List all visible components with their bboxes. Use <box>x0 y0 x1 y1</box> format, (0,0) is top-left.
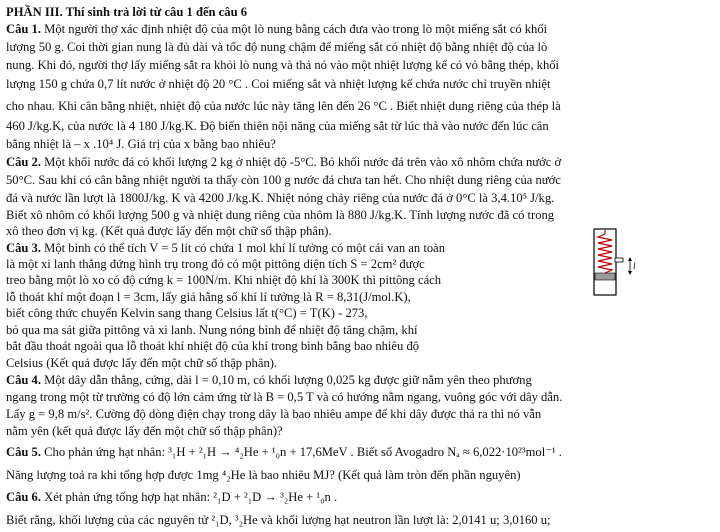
q1-line-1 <box>6 21 547 37</box>
q6-line-1 <box>6 489 337 505</box>
q1-line-7: bằng nhiệt là – x .10⁴ J. Giá trị của x bằng bao nhiêu? <box>6 137 276 151</box>
q3-label: Câu 3. <box>6 241 41 255</box>
q6-line-2: Biết rằng, khối lượng của các nguyên tử ²₁D, ³₂He và khối lượng hạt neutron lần lượt là: 2,0141 u; 3,0160 u; <box>6 513 551 527</box>
q2-line-2: 50°C. Sau khi có cân bằng nhiệt người ta thấy còn 100 g nước đá chưa tan hết. Cho nhiệt dung riêng của nước <box>6 173 561 187</box>
q3-line-6: bỏ qua ma sát giữa pittông và xi lanh. Nung nóng bình để nhiệt độ tăng chậm, khí <box>6 323 418 337</box>
q3-text-1: Một bình có thể tích V = 5 lít có chứa 1 mol khí lí tưởng có một cái van an toàn <box>44 241 446 255</box>
q1-line-4: lượng 150 g chứa 0,7 lít nước ở nhiệt độ 20 °C . Coi miếng sắt và nhiệt lượng kế chứa nước chỉ truyền nhiệt <box>6 77 551 91</box>
q6-text-1: Xét phản ứng tổng hợp hạt nhân: ²₁D + ²₁D → ³₂He + ¹₀n . <box>44 490 338 504</box>
q2-text-1: Một khối nước đá có khối lượng 2 kg ở nhiệt độ -5°C. Bỏ khối nước đá trên vào xô nhôm chứa nước ở <box>44 155 562 169</box>
q4-line-2: ngang trong một từ trường có độ lớn cảm ứng từ là B = 0,5 T và có hướng nằm ngang, vuông góc với dây dẫn. <box>6 390 563 404</box>
q4-line-3: Lấy g = 9,8 m/s². Cường độ dòng điện chạy trong dây là bao nhiêu ampe để khi dây được thả ra thì nó vẫn <box>6 407 542 421</box>
q3-line-2: là một xi lanh thẳng đứng hình trụ trong đó có một pittông diện tích S = 2cm² được <box>6 257 425 271</box>
q1-line-5: cho nhau. Khi cân bằng nhiệt, nhiệt độ của nước lúc này tăng lên đến 26 °C . Biết nhiệt dung riêng của thép là <box>6 99 561 113</box>
q3-line-4: lỗ thoát khí một đoạn l = 3cm, lấy giá hằng số khí lí tưởng là R = 8,31(J/mol.K), <box>6 290 411 304</box>
q1-line-3: nung. Khi đó, người thợ lấy miếng sắt ra khỏi lò nung và thả nó vào một nhiệt lượng kế có vỏ bằng thép, khối <box>6 58 560 72</box>
q6-label: Câu 6. <box>6 490 41 504</box>
q2-line-5: xô theo đơn vị kg. (Kết quả được lấy đến một chữ số thập phân). <box>6 224 332 238</box>
q3-line-1 <box>6 240 445 256</box>
q1-label: Câu 1. <box>6 22 41 36</box>
q1-text-1: Một người thợ xác định nhiệt độ của một lò nung bằng cách đưa vào trong lò một miếng sắt có khối <box>44 22 548 36</box>
piston <box>595 273 615 280</box>
q4-line-4: nằm yên (kết quả được lấy đến một chữ số thập phân)? <box>6 424 283 438</box>
q5-text-1: Cho phản ứng hạt nhân: ³₁H + ²₁H → ⁴₂He + ¹₀n + 17,6MeV . Biết số Avogadro Nₐ ≈ 6,022·10²³mol⁻¹ . <box>44 445 562 459</box>
q5-line-2: Năng lượng toả ra khi tổng hợp được 1mg ⁴₂He là bao nhiêu MJ? (Kết quả làm tròn đến phần nguyên) <box>6 468 521 482</box>
arrow-down <box>628 271 632 275</box>
q2-line-1 <box>6 154 561 170</box>
q2-line-3: đá và nước lần lượt là 1800J/kg. K và 4200 J/kg.K. Nhiệt nóng chảy riêng của nước đá ở 0°C là 3,4.10⁵ J/kg. <box>6 191 555 205</box>
q3-line-8: Celsius (Kết quả được lấy đến một chữ số thập phân). <box>6 356 278 370</box>
q4-text-1: Một dây dẫn thẳng, cứng, dài l = 0,10 m, có khối lượng 0,025 kg được giữ nằm yên theo phương <box>44 373 532 387</box>
q5-line-1 <box>6 444 562 460</box>
q4-label: Câu 4. <box>6 373 41 387</box>
q2-label: Câu 2. <box>6 155 41 169</box>
q5-label: Câu 5. <box>6 445 41 459</box>
q3-line-7: bắt đầu thoát ngoài qua lỗ thoát khí nhiệt độ của khí trong bình bằng bao nhiêu độ <box>6 339 420 353</box>
q1-line-2: lượng 50 g. Coi thời gian nung là đủ dài và tốc độ nung chậm để miếng sắt có nhiệt độ bằng nhiệt độ của lò <box>6 40 548 54</box>
q3-line-5: biết công thức chuyển Kelvin sang thang Celsius lất t(°C) = T(K) - 273, <box>6 306 368 320</box>
q1-line-6: 460 J/kg.K, của nước là 4 180 J/kg.K. Độ biến thiên nội năng của miếng sắt từ lúc thả vào nước đến lúc cân <box>6 119 549 133</box>
distance-label: l <box>633 261 636 271</box>
exhaust-hole <box>615 258 623 262</box>
section-header: PHẦN III. Thí sinh trả lời từ câu 1 đến câu 6 <box>6 5 248 19</box>
arrow-up <box>628 257 632 261</box>
q4-line-1 <box>6 372 532 388</box>
piston-valve-figure <box>592 228 642 298</box>
q2-line-4: Biết xô nhôm có khối lượng 500 g và nhiệt dung riêng của nhôm là 880 J/kg.K. Tính lượng nước đã có trong <box>6 208 555 222</box>
q3-line-3: treo bằng một lò xo có độ cứng k = 100N/m. Khi nhiệt độ khí là 300K thì pittông cách <box>6 273 442 287</box>
